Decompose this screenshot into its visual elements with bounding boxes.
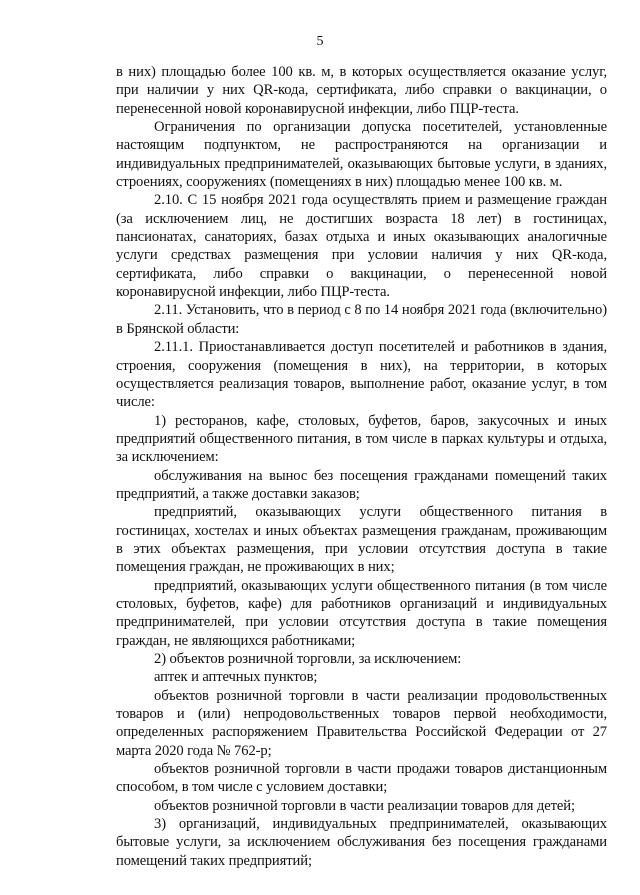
paragraph: аптек и аптечных пунктов;: [154, 669, 318, 686]
page-number: 5: [316, 34, 324, 49]
document-body: [116, 63, 607, 870]
paragraph: предприятий, оказывающих услуги общественного питания в гостиницах, хостелах и иных объектах размещения гражданам, проживающим в этих объектах размещения, при условии отсутствия доступа в такие помещения граждан, не проживающих в них;: [116, 504, 607, 576]
paragraph: 1) ресторанов, кафе, столовых, буфетов, баров, закусочных и иных предприятий общественного питания, в том числе в парках культуры и отдыха, за исключением:: [116, 412, 607, 466]
paragraph: Ограничения по организации допуска посетителей, установленные настоящим подпунктом, не распространяются на организации и индивидуальных предпринимателей, оказывающих бытовые услуги, в зданиях, строениях, сооружениях (помещениях в них) площадью менее 100 кв. м.: [116, 119, 607, 191]
paragraph: в них) площадью более 100 кв. м, в которых осуществляется оказание услуг, при наличии у них QR-кода, сертификата, либо справки о вакцинации, о перенесенной новой коронавирусной инфекции, либо ПЦР-теста.: [116, 64, 607, 117]
paragraph: объектов розничной торговли в части продажи товаров дистанционным способом, в том числе с условием доставки;: [116, 761, 607, 796]
paragraph: 2.11. Установить, что в период с 8 по 14 ноября 2021 года (включительно) в Брянской области:: [116, 302, 607, 337]
paragraph: объектов розничной торговли в части реализации товаров для детей;: [154, 797, 575, 814]
paragraph: 2) объектов розничной торговли, за исключением:: [154, 651, 462, 667]
paragraph: 2.11.1. Приостанавливается доступ посетителей и работников в здания, строения, сооружения (помещения в них), на территории, в которых осуществляется реализация товаров, выполнение работ, оказание услуг, в том числе:: [116, 339, 607, 411]
paragraph: 3) организаций, индивидуальных предпринимателей, оказывающих бытовые услуги, за исключением обслуживания без посещения гражданами помещений таких предприятий;: [116, 816, 607, 869]
paragraph: 2.10. С 15 ноября 2021 года осуществлять прием и размещение граждан (за исключением лиц, не достигших возраста 18 лет) в гостиницах, пансионатах, санаториях, базах отдыха и иных оказывающих аналогичные услуги средствах размещения при условии наличия у них QR-кода, сертификата, либо справки о вакцинации, о перенесенной новой коронавирусной инфекции, либо ПЦР-теста.: [116, 192, 607, 301]
paragraph: объектов розничной торговли в части реализации продовольственных товаров и (или) непродовольственных товаров первой необходимости, определенных распоряжением Правительства Российской Федерации от 27 марта 2020 года № 762-р;: [116, 687, 607, 759]
paragraph: обслуживания на вынос без посещения гражданами помещений таких предприятий, а также доставки заказов;: [116, 467, 607, 502]
paragraph: предприятий, оказывающих услуги общественного питания (в том числе столовых, буфетов, кафе) для работников организаций и индивидуальных предпринимателей, при условии отсутствия доступа в такие помещения граждан, не являющихся работниками;: [116, 577, 607, 649]
